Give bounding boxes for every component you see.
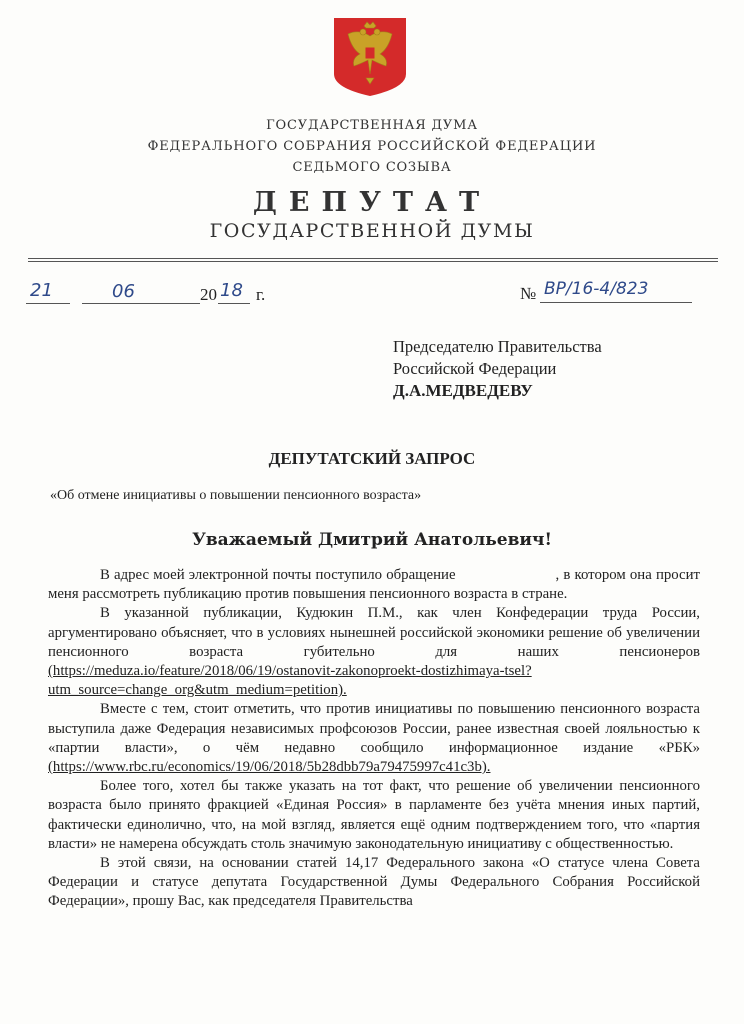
letter-body bbox=[48, 566, 704, 912]
year-underline bbox=[218, 303, 250, 304]
meduza-link[interactable]: (https://meduza.io/feature/2018/06/19/ostanovit-zakonoproekt-dostizhimaya-tsel?utm_source=change_org&utm_medium=petition). bbox=[48, 663, 532, 699]
paragraph-2 bbox=[48, 604, 700, 700]
addressee-name: Д.А.МЕДВЕДЕВУ bbox=[393, 381, 533, 400]
addressee-line-1: Председателю Правительства bbox=[393, 337, 602, 356]
number-underline bbox=[540, 302, 692, 303]
paragraph-5: В этой связи, на основании статей 14,17 Федерального закона «О статусе члена Совета Федерации и статусе депутата Государственной Думы Федерального Собрания Российской Федерации», прошу Вас, как председателя Правительства bbox=[48, 855, 700, 910]
org-line-3: СЕДЬМОГО СОЗЫВА bbox=[292, 160, 452, 175]
rbc-link[interactable]: (https://www.rbc.ru/economics/19/06/2018/5b28dbb79a79475997c41c3b). bbox=[48, 759, 491, 776]
paragraph-1: В адрес моей электронной почты поступило обращение , в котором она просит меня рассмотреть публикацию против повышения пенсионного возраста в стране. bbox=[48, 567, 704, 603]
org-line-1: ГОСУДАРСТВЕННАЯ ДУМА bbox=[266, 118, 478, 133]
document-number: ВР/16-4/823 bbox=[544, 279, 649, 299]
year-suffix: 18 bbox=[220, 280, 243, 301]
coat-of-arms-emblem bbox=[330, 14, 410, 98]
header-rule bbox=[28, 258, 718, 259]
number-sign: № bbox=[520, 284, 537, 303]
year-prefix: 20 bbox=[200, 285, 217, 304]
document-title: ДЕПУТАТСКИЙ ЗАПРОС bbox=[268, 449, 476, 468]
document-subject: «Об отмене инициативы о повышении пенсионного возраста» bbox=[50, 488, 422, 503]
date-day: 21 bbox=[30, 280, 53, 301]
month-underline bbox=[82, 303, 200, 304]
addressee-line-2: Российской Федерации bbox=[393, 359, 557, 378]
date-month: 06 bbox=[112, 281, 135, 302]
paragraph-3 bbox=[48, 700, 700, 777]
paragraph-2-text: В указанной публикации, Кудюкин П.М., как член Конфедерации труда России, аргументировано объясняет, что в условиях нынешней российской экономики решение об увеличении пенсионного возраста губительно для наших пенсионеров bbox=[48, 605, 700, 660]
salutation: Уважаемый Дмитрий Анатольевич! bbox=[192, 530, 552, 550]
org-line-2: ФЕДЕРАЛЬНОГО СОБРАНИЯ РОССИЙСКОЙ ФЕДЕРАЦИИ bbox=[147, 139, 597, 154]
deputy-heading: ДЕПУТАТ bbox=[252, 187, 492, 218]
day-underline bbox=[26, 303, 70, 304]
paragraph-3-text: Вместе с тем, стоит отметить, что против инициативы по повышению пенсионного возраста выступила даже Федерация независимых профсоюзов России, ранее известная своей лояльностью к «партии власти», о чём недавно сообщило информационное издание «РБК» bbox=[48, 701, 700, 756]
paragraph-4: Более того, хотел бы также указать на тот факт, что решение об увеличении пенсионного возраста было принято фракцией «Единая Россия» в парламенте без учёта мнения иных партий, фактически единолично, что, на мой взгляд, является ещё одним подтверждением того, что «партия власти» не намерена обсуждать столь значимую законодательную инициативу с общественностью. bbox=[48, 778, 700, 852]
header-rule-secondary bbox=[28, 261, 718, 262]
duma-heading: ГОСУДАРСТВЕННОЙ ДУМЫ bbox=[209, 220, 535, 242]
year-unit: г. bbox=[256, 285, 266, 304]
